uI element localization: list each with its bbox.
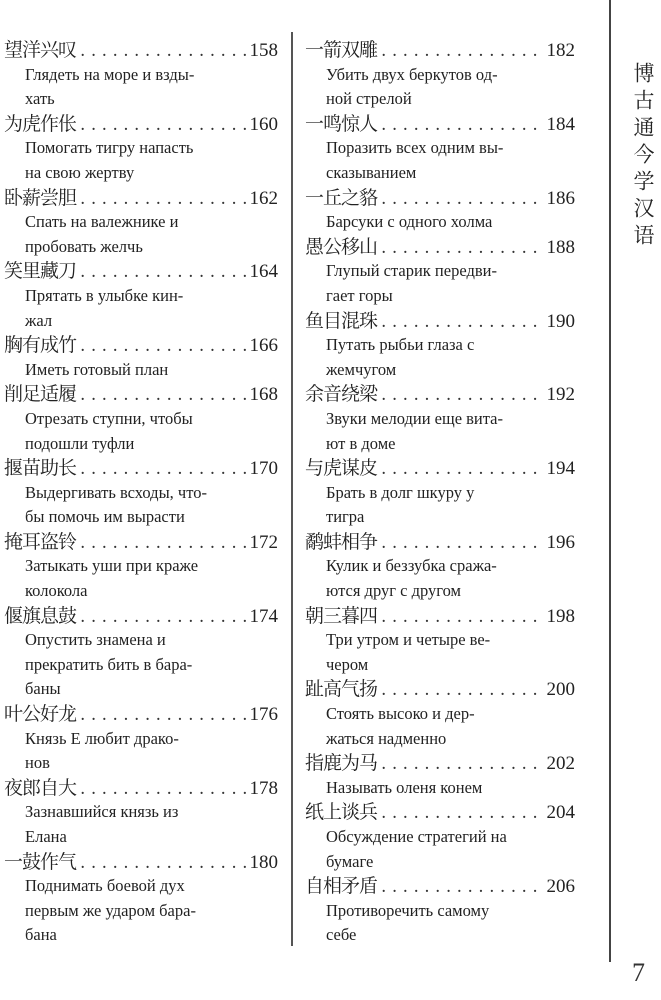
translation-line: первым же ударом бара- (25, 900, 196, 920)
toc-entry[interactable] (4, 530, 278, 604)
toc-left-column (4, 38, 278, 948)
idiom-title: 为虎作伥 (4, 112, 77, 135)
page-ref: 192 (546, 384, 575, 406)
translation-line: Отрезать ступни, чтобы (25, 408, 193, 428)
translation-line: жал (25, 310, 53, 330)
toc-entry[interactable] (4, 850, 278, 948)
translation-line: прекратить бить в бара- (25, 654, 193, 674)
idiom-translation (4, 63, 278, 112)
translation-line: колокола (25, 581, 88, 601)
idiom-title: 一鸣惊人 (305, 112, 378, 135)
translation-line: пробовать желчь (25, 236, 143, 256)
idiom-translation (305, 776, 575, 801)
idiom-translation (4, 210, 278, 259)
toc-entry[interactable] (4, 186, 278, 260)
dot-leader (377, 457, 542, 482)
toc-entry-heading (4, 850, 278, 875)
dot-leader (377, 801, 542, 826)
idiom-title: 指鹿为马 (305, 752, 378, 775)
dot-leader (76, 39, 245, 64)
translation-line: ют в доме (326, 433, 396, 453)
page-ref: 180 (249, 851, 278, 873)
translation-line: Опустить знамена и (25, 630, 166, 650)
toc-entry[interactable] (305, 38, 575, 112)
toc-entry[interactable] (305, 309, 575, 383)
translation-line: Убить двух беркутов од- (326, 64, 498, 84)
translation-line: Кулик и беззубка сража- (326, 556, 497, 576)
toc-entry[interactable] (4, 456, 278, 530)
toc-entry-heading (4, 259, 278, 284)
translation-line: бы помочь им вырасти (25, 507, 185, 527)
toc-entry[interactable] (4, 604, 278, 702)
idiom-translation (305, 407, 575, 456)
idiom-translation (4, 727, 278, 776)
translation-line: подошли туфли (25, 433, 135, 453)
idiom-title: 掩耳盗铃 (4, 530, 77, 553)
idiom-translation (4, 874, 278, 948)
toc-entry[interactable] (4, 382, 278, 456)
idiom-translation (4, 407, 278, 456)
page-ref: 190 (546, 310, 575, 332)
translation-line: Зазнавшийся князь из (25, 802, 179, 822)
idiom-title: 偃旗息鼓 (4, 604, 77, 627)
column-divider (291, 32, 293, 946)
toc-entry[interactable] (305, 800, 575, 874)
translation-line: Выдергивать всходы, что- (25, 482, 207, 502)
toc-entry-heading (4, 333, 278, 358)
page-ref: 178 (249, 777, 278, 799)
translation-line: Звуки мелодии еще вита- (326, 408, 503, 428)
toc-entry-heading (4, 112, 278, 137)
idiom-translation (305, 628, 575, 677)
toc-entry-heading (4, 38, 278, 63)
toc-entry-heading (305, 309, 575, 334)
toc-entry-heading (4, 702, 278, 727)
toc-entry[interactable] (4, 112, 278, 186)
page-ref: 174 (249, 605, 278, 627)
translation-line: Стоять высоко и дер- (326, 704, 475, 724)
translation-line: Обсуждение стратегий на (326, 827, 507, 846)
translation-line: хать (25, 89, 55, 109)
translation-line: гает горы (326, 285, 393, 305)
page-ref: 204 (546, 802, 575, 824)
dot-leader (377, 875, 542, 900)
idiom-translation (4, 358, 278, 383)
idiom-title: 朝三暮四 (305, 604, 378, 627)
idiom-translation (4, 481, 278, 530)
dot-leader (377, 310, 542, 335)
idiom-title: 一箭双雕 (305, 39, 378, 61)
idiom-title: 一鼓作气 (4, 850, 77, 873)
idiom-title: 纸上谈兵 (305, 801, 378, 824)
toc-entry[interactable] (4, 702, 278, 776)
toc-entry-heading (305, 800, 575, 825)
toc-entry[interactable] (305, 604, 575, 678)
toc-entry-heading (4, 530, 278, 555)
toc-entry-heading (305, 604, 575, 629)
translation-line: бумаге (326, 851, 374, 871)
translation-line: Брать в долг шкуру у (326, 482, 475, 502)
dot-leader (76, 383, 245, 408)
idiom-title: 与虎谋皮 (305, 457, 378, 480)
idiom-title: 削足适履 (4, 383, 77, 406)
toc-entry[interactable] (305, 530, 575, 604)
toc-entry[interactable] (4, 776, 278, 850)
idiom-title: 叶公好龙 (4, 703, 77, 726)
toc-entry-heading (305, 235, 575, 260)
toc-entry-heading (4, 456, 278, 481)
dot-leader (76, 187, 245, 212)
book-title-text: 博古通今学汉语 (631, 62, 655, 251)
idiom-title: 卧薪尝胆 (4, 186, 77, 209)
idiom-translation (305, 825, 575, 874)
translation-line: ются друг с другом (326, 581, 461, 601)
translation-line: чером (326, 654, 369, 674)
page-ref: 164 (249, 261, 278, 283)
translation-line: Спать на валежнике и (25, 212, 179, 232)
dot-leader (377, 752, 542, 777)
idiom-translation (305, 702, 575, 751)
idiom-translation (4, 136, 278, 185)
translation-line: бана (25, 925, 57, 945)
toc-entry[interactable] (305, 456, 575, 530)
translation-line: Иметь готовый план (25, 359, 169, 379)
idiom-title: 笑里藏刀 (4, 260, 77, 283)
idiom-translation (305, 136, 575, 185)
page-ref: 182 (546, 40, 575, 61)
page-ref: 206 (546, 876, 575, 898)
toc-entry[interactable] (305, 874, 575, 948)
translation-line: себе (326, 925, 357, 945)
translation-line: Глупый старик передви- (326, 261, 497, 281)
idiom-title: 胸有成竹 (4, 334, 77, 357)
toc-entry[interactable] (305, 382, 575, 456)
toc-entry[interactable] (4, 259, 278, 333)
toc-entry-heading (305, 530, 575, 555)
toc-entry[interactable] (305, 112, 575, 186)
page-ref: 168 (249, 384, 278, 406)
translation-line: тигра (326, 507, 365, 527)
dot-leader (76, 113, 245, 138)
toc-entry[interactable] (4, 333, 278, 382)
translation-line: жемчугом (326, 359, 397, 379)
idiom-title: 自相矛盾 (305, 875, 378, 898)
page-ref: 160 (249, 113, 278, 135)
toc-entry-heading (4, 776, 278, 801)
toc-entry-heading (305, 874, 575, 899)
translation-line: Елана (25, 827, 67, 846)
idiom-translation (305, 899, 575, 948)
idiom-title: 愚公移山 (305, 235, 378, 258)
page-ref: 200 (546, 679, 575, 701)
page-ref: 170 (249, 458, 278, 480)
translation-line: баны (25, 679, 61, 699)
toc-entry-heading (305, 112, 575, 137)
idiom-title: 望洋兴叹 (4, 39, 77, 61)
dot-leader (76, 260, 245, 285)
dot-leader (76, 531, 245, 556)
idiom-translation (305, 63, 575, 112)
page-ref: 198 (546, 605, 575, 627)
dot-leader (377, 383, 542, 408)
dot-leader (76, 605, 245, 630)
idiom-title: 揠苗助长 (4, 457, 77, 480)
dot-leader (377, 605, 542, 630)
translation-line: Прятать в улыбке кин- (25, 285, 184, 305)
toc-entry-heading (4, 382, 278, 407)
toc-entry-heading (305, 382, 575, 407)
idiom-title: 鱼目混珠 (305, 309, 378, 332)
dot-leader (76, 777, 245, 802)
idiom-translation (4, 800, 278, 849)
translation-line: Помогать тигру напасть (25, 138, 194, 158)
dot-leader (377, 531, 542, 556)
dot-leader (377, 39, 542, 64)
translation-line: Называть оленя конем (326, 777, 483, 797)
idiom-translation (305, 481, 575, 530)
dot-leader (377, 236, 542, 261)
page-ref: 162 (249, 187, 278, 209)
translation-line: Барсуки с одного холма (326, 212, 493, 232)
page-ref: 158 (249, 40, 278, 61)
toc-entry-heading (4, 186, 278, 211)
idiom-translation (4, 628, 278, 702)
page-ref: 172 (249, 531, 278, 553)
idiom-translation (305, 333, 575, 382)
translation-line: сказыванием (326, 162, 417, 182)
translation-line: Затыкать уши при краже (25, 556, 199, 576)
translation-line: Поднимать боевой дух (25, 876, 185, 896)
idiom-translation (305, 210, 575, 235)
page-number: 7 (632, 958, 645, 987)
dot-leader (377, 187, 542, 212)
idiom-translation (4, 284, 278, 333)
idiom-title: 夜郎自大 (4, 776, 77, 799)
translation-line: Противоречить самому (326, 900, 490, 920)
toc-entry-heading (305, 456, 575, 481)
translation-line: жаться надменно (326, 728, 447, 748)
page-ref: 202 (546, 753, 575, 775)
translation-line: нов (25, 753, 50, 773)
page-ref: 176 (249, 704, 278, 726)
idiom-title: 余音绕梁 (305, 383, 378, 406)
toc-entry[interactable] (305, 186, 575, 235)
translation-line: Путать рыбьи глаза с (326, 335, 475, 355)
translation-line: на свою жертву (25, 162, 135, 182)
translation-line: Поразить всех одним вы- (326, 138, 504, 158)
page-ref: 186 (546, 187, 575, 209)
translation-line: ной стрелой (326, 89, 412, 109)
page-ref: 188 (546, 236, 575, 258)
translation-line: Три утром и четыре ве- (326, 630, 491, 650)
translation-line: Князь Е любит драко- (25, 728, 179, 748)
idiom-translation (305, 554, 575, 603)
toc-entry[interactable] (305, 751, 575, 800)
idiom-translation (4, 554, 278, 603)
toc-entry[interactable] (305, 235, 575, 309)
idiom-title: 趾高气扬 (305, 678, 378, 701)
dot-leader (76, 457, 245, 482)
toc-entry-heading (305, 38, 575, 63)
toc-entry-heading (4, 604, 278, 629)
page-ref: 166 (249, 335, 278, 357)
toc-entry[interactable] (305, 677, 575, 751)
page-ref: 184 (546, 113, 575, 135)
toc-entry[interactable] (4, 38, 278, 112)
margin-rule (609, 0, 611, 962)
toc-right-column (305, 38, 575, 948)
page-ref: 194 (546, 458, 575, 480)
dot-leader (377, 678, 542, 703)
idiom-title: 一丘之貉 (305, 186, 378, 209)
idiom-translation (305, 259, 575, 308)
toc-entry-heading (305, 677, 575, 702)
dot-leader (377, 113, 542, 138)
dot-leader (76, 334, 245, 359)
toc-entry-heading (305, 186, 575, 211)
translation-line: Глядеть на море и взды- (25, 64, 195, 84)
page-ref: 196 (546, 531, 575, 553)
dot-leader (76, 703, 245, 728)
toc-entry-heading (305, 751, 575, 776)
book-title-vertical (628, 62, 654, 251)
dot-leader (76, 851, 245, 876)
idiom-title: 鹬蚌相争 (305, 530, 378, 553)
